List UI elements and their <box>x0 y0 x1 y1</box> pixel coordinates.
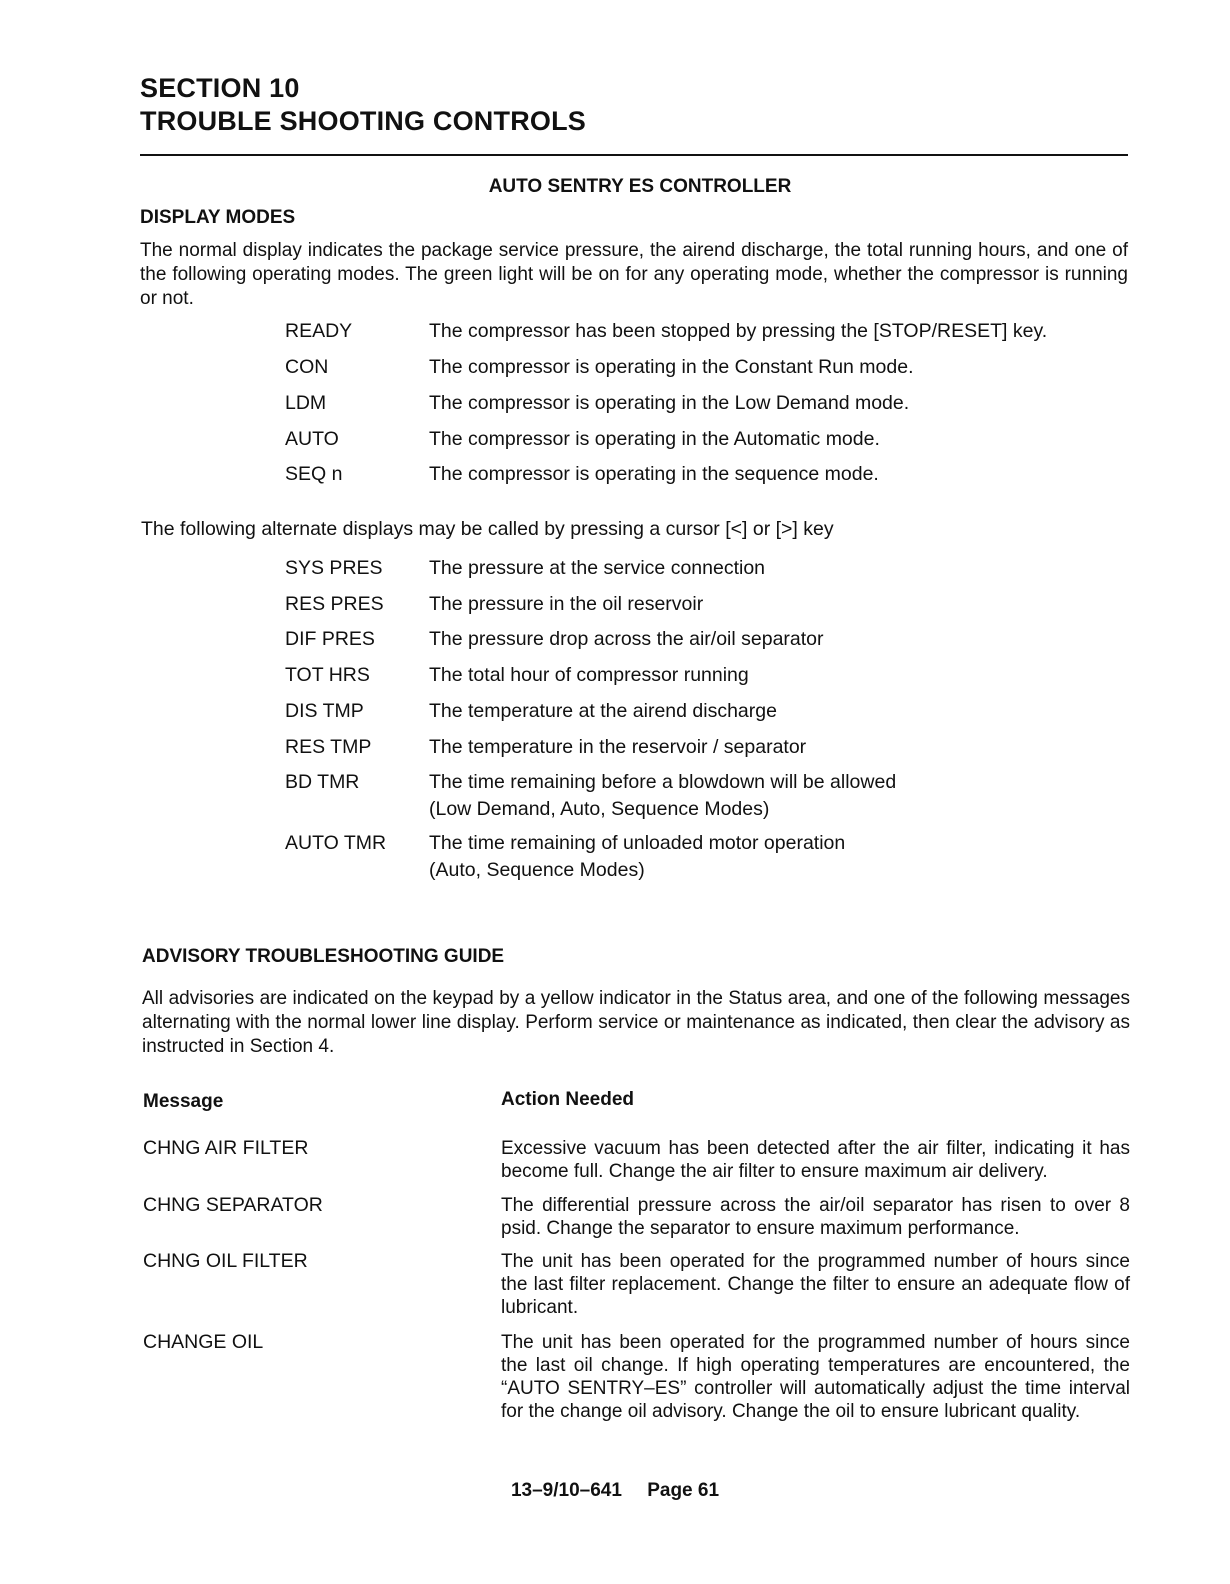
header-divider <box>140 154 1128 156</box>
alternate-term: AUTO TMR <box>285 832 387 854</box>
alternate-row <box>0 698 1230 734</box>
alternate-desc: The pressure in the oil reservoir <box>429 593 704 615</box>
alternate-displays-intro: The following alternate displays may be called by pressing a cursor [<] or [>] key <box>141 518 834 540</box>
alternate-desc: The time remaining of unloaded motor operation <box>429 832 846 854</box>
document-number: 13–9/10–641 <box>510 1480 622 1501</box>
advisory-message: CHNG SEPARATOR <box>143 1194 323 1216</box>
advisory-message: CHNG AIR FILTER <box>143 1137 309 1159</box>
alternate-row <box>0 734 1230 770</box>
mode-term: LDM <box>285 392 327 414</box>
mode-term: AUTO <box>285 428 339 450</box>
mode-row <box>0 318 1230 354</box>
page-number: Page 61 <box>647 1480 720 1501</box>
alternate-term: DIF PRES <box>285 628 375 650</box>
mode-row <box>0 354 1230 390</box>
mode-desc: The compressor is operating in the sequence mode. <box>429 463 879 485</box>
controller-heading: AUTO SENTRY ES CONTROLLER <box>488 176 792 197</box>
alternate-term: DIS TMP <box>285 700 364 722</box>
section-number: SECTION 10 <box>140 73 300 103</box>
mode-row <box>0 390 1230 426</box>
alternate-row <box>0 555 1230 591</box>
mode-row <box>0 461 1230 497</box>
page-footer <box>0 1480 1230 1502</box>
alternate-row <box>0 662 1230 698</box>
advisory-heading: ADVISORY TROUBLESHOOTING GUIDE <box>142 946 505 967</box>
mode-term: READY <box>285 320 353 342</box>
display-modes-heading: DISPLAY MODES <box>140 207 296 228</box>
alternate-desc: The temperature at the airend discharge <box>429 700 777 722</box>
alternate-desc: The total hour of compressor running <box>429 664 749 686</box>
alternate-row <box>0 626 1230 662</box>
mode-term: CON <box>285 356 329 378</box>
alternate-term: RES PRES <box>285 593 384 615</box>
alternate-row <box>0 830 1230 890</box>
advisory-row <box>0 1250 1230 1330</box>
alternate-desc: The time remaining before a blowdown will be allowed <box>429 771 897 793</box>
alternate-row <box>0 769 1230 829</box>
advisory-intro: All advisories are indicated on the keypad by a yellow indicator in the Status area, and one of the following messages alternating with the normal lower line display. Perform service or maintenance as indicated, then clear the advisory as instructed in Section 4. <box>142 988 1130 1057</box>
advisory-action: The differential pressure across the air/oil separator has risen to over 8 psid. Change the separator to ensure maximum performance. <box>501 1195 1130 1239</box>
advisory-row <box>0 1331 1230 1431</box>
alternate-desc: The temperature in the reservoir / separator <box>429 736 807 758</box>
mode-desc: The compressor has been stopped by pressing the [STOP/RESET] key. <box>429 320 1048 342</box>
alternate-term: BD TMR <box>285 771 360 793</box>
advisory-message: CHANGE OIL <box>143 1331 264 1353</box>
section-heading <box>140 72 586 138</box>
mode-term: SEQ n <box>285 463 343 485</box>
advisory-action: The unit has been operated for the programmed number of hours since the last oil change. If high operating temperatures are encountered, the “AUTO SENTRY–ES” controller will automatically adjust the time interval for the change oil advisory. Change the oil to ensure lubricant quality. <box>501 1332 1130 1422</box>
section-title: TROUBLE SHOOTING CONTROLS <box>140 106 586 136</box>
alternate-desc: The pressure at the service connection <box>429 557 766 579</box>
alternate-desc: The pressure drop across the air/oil separator <box>429 628 824 650</box>
alternate-desc-note: (Auto, Sequence Modes) <box>429 859 645 881</box>
display-modes-intro: The normal display indicates the package service pressure, the airend discharge, the total running hours, and one of the following operating modes. The green light will be on for any operating mode, whether the compressor is running or not. <box>140 240 1128 309</box>
alternate-desc-note: (Low Demand, Auto, Sequence Modes) <box>429 798 770 820</box>
advisory-row <box>0 1194 1230 1250</box>
message-column-header: Message <box>143 1091 224 1112</box>
advisory-row <box>0 1137 1230 1193</box>
alternate-term: TOT HRS <box>285 664 370 686</box>
advisory-action: The unit has been operated for the programmed number of hours since the last filter replacement. Change the filter to ensure an adequate flow of lubricant. <box>501 1251 1130 1318</box>
alternate-row <box>0 591 1230 627</box>
mode-desc: The compressor is operating in the Automatic mode. <box>429 428 880 450</box>
advisory-message: CHNG OIL FILTER <box>143 1250 308 1272</box>
action-column-header: Action Needed <box>501 1089 635 1110</box>
mode-desc: The compressor is operating in the Constant Run mode. <box>429 356 914 378</box>
mode-row <box>0 426 1230 462</box>
alternate-term: SYS PRES <box>285 557 383 579</box>
advisory-action: Excessive vacuum has been detected after the air filter, indicating it has become full. Change the air filter to ensure maximum air delivery. <box>501 1138 1130 1182</box>
alternate-term: RES TMP <box>285 736 372 758</box>
mode-desc: The compressor is operating in the Low Demand mode. <box>429 392 910 414</box>
